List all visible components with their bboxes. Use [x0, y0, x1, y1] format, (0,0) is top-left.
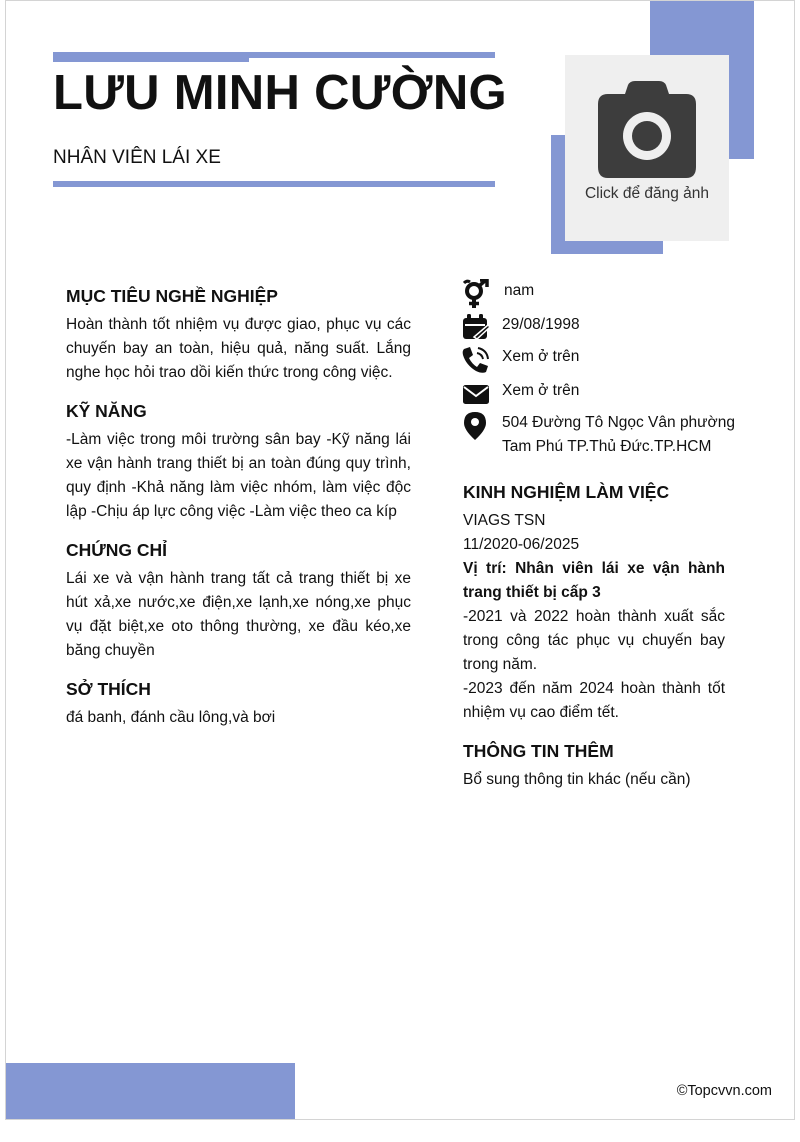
contact-info — [461, 279, 751, 467]
header-bottom-rule — [53, 181, 495, 187]
objective-section — [66, 285, 411, 385]
contact-email — [461, 379, 751, 411]
certificates-section — [66, 539, 411, 663]
contact-phone — [461, 345, 751, 377]
contact-birthday — [461, 313, 751, 345]
additional-text: Bổ sung thông tin khác (nếu cần) — [463, 771, 691, 788]
gender-text: nam — [504, 282, 535, 299]
skills-section — [66, 400, 411, 524]
objective-title: MỤC TIÊU NGHỀ NGHIỆP — [66, 286, 278, 306]
hobbies-text: đá banh, đánh cầu lông,và bơi — [66, 709, 276, 726]
contact-gender — [461, 279, 751, 311]
photo-upload[interactable] — [565, 55, 729, 241]
bottom-left-accent — [6, 1063, 295, 1120]
experience-achievement-1: -2021 và 2022 hoàn thành xuất sắc trong công tác phục vụ chuyến bay trong năm. — [463, 608, 725, 673]
job-title: NHÂN VIÊN LÁI XE — [53, 147, 221, 168]
experience-company: VIAGS TSN — [463, 512, 546, 529]
birthday-text: 29/08/1998 — [502, 316, 580, 333]
calendar-icon — [461, 313, 491, 343]
right-column — [463, 481, 725, 807]
envelope-icon — [461, 379, 491, 409]
certificates-title: CHỨNG CHỈ — [66, 540, 168, 560]
skills-title: KỸ NĂNG — [66, 401, 147, 421]
cv-page — [5, 0, 795, 1120]
left-column — [66, 285, 411, 745]
phone-icon — [461, 345, 491, 375]
header-top-rule — [53, 52, 495, 58]
additional-title: THÔNG TIN THÊM — [463, 741, 614, 761]
experience-title: KINH NGHIỆM LÀM VIỆC — [463, 482, 670, 502]
objective-text: Hoàn thành tốt nhiệm vụ được giao, phục vụ các chuyến bay an toàn, hiệu quả, năng suất. Lắng nghe học hỏi trao dồi kiến thức trong công việc. — [66, 316, 411, 381]
experience-position: Vị trí: Nhân viên lái xe vận hành trang thiết bị cấp 3 — [463, 560, 725, 601]
skills-text: -Làm việc trong môi trường sân bay -Kỹ năng lái xe vận hành trang thiết bị an toàn đúng quy trình, quy định -Khả năng làm việc nhóm, làm việc độc lập -Chịu áp lực công việc -Làm việc theo ca kíp — [66, 431, 411, 520]
experience-period: 11/2020-06/2025 — [463, 536, 580, 553]
camera-icon — [596, 81, 698, 181]
additional-section — [463, 740, 725, 792]
gender-icon — [461, 279, 491, 309]
copyright: ©Topcvvn.com — [676, 1083, 772, 1099]
contact-address — [461, 411, 751, 467]
hobbies-section — [66, 678, 411, 730]
experience-section — [463, 481, 725, 725]
certificates-text: Lái xe và vận hành trang tất cả trang thiết bị xe hút xả,xe nước,xe điện,xe lạnh,xe nóng,xe phục vụ đặt biệt,xe oto thông thường, xe đầu kéo,xe băng chuyền — [66, 570, 411, 659]
location-pin-icon — [461, 411, 491, 441]
phone-text: Xem ở trên — [502, 348, 580, 365]
address-line-2: Tam Phú TP.Thủ Đức.TP.HCM — [502, 438, 712, 455]
address-line-1: 504 Đường Tô Ngọc Vân phường — [502, 414, 735, 431]
experience-achievement-2: -2023 đến năm 2024 hoàn thành tốt nhiệm vụ cao điểm tết. — [463, 680, 725, 721]
candidate-name: LƯU MINH CƯỜNG — [53, 66, 507, 120]
hobbies-title: SỞ THÍCH — [66, 679, 151, 699]
photo-upload-label: Click để đăng ảnh — [584, 185, 710, 202]
email-text: Xem ở trên — [502, 382, 580, 399]
